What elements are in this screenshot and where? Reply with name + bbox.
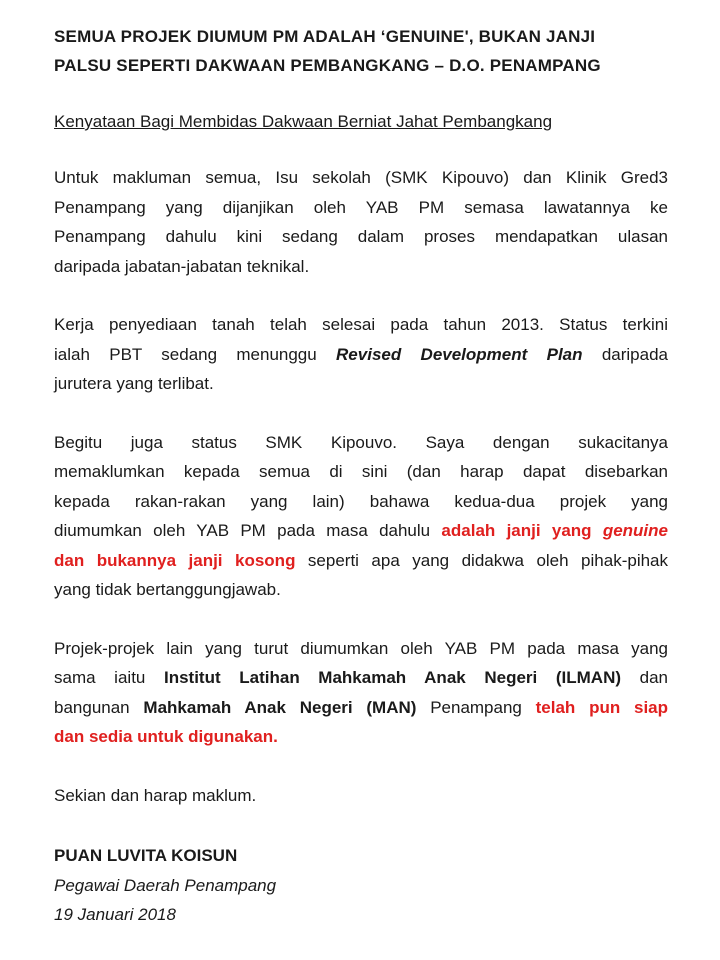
headline — [54, 22, 668, 80]
signatory-role: Pegawai Daerah Penampang — [54, 875, 277, 895]
highlight-telah-siap: telah pun siap — [535, 697, 669, 717]
paragraph-2-line-2 — [54, 340, 668, 370]
paragraph-3-line-5 — [54, 546, 668, 576]
man-name: Mahkamah Anak Negeri (MAN) — [143, 697, 417, 717]
paragraph-4-line-1: Projek-projek lain yang turut diumumkan oleh YAB PM pada masa yang — [54, 638, 668, 658]
paragraph-4-line-2 — [54, 663, 668, 693]
paragraph-3-line-2: memaklumkan kepada semua di sini (dan harap dapat disebarkan — [54, 462, 668, 481]
revised-development-plan: Revised Development Plan — [336, 344, 583, 364]
highlight-sedia-digunakan: dan sedia untuk digunakan. — [54, 727, 278, 746]
paragraph-4-text-e: Penampang — [416, 697, 536, 717]
paragraph-3 — [54, 428, 668, 605]
paragraph-2-line-1: Kerja penyediaan tanah telah selesai pada tahun 2013. Status terkini — [54, 315, 668, 334]
paragraph-2-text-c: daripada — [582, 344, 668, 364]
paragraph-3-text-a: diumumkan oleh YAB PM pada masa dahulu — [54, 521, 442, 540]
paragraph-2-line-3: jurutera yang terlibat. — [54, 374, 214, 393]
highlight-bukan-janji-kosong: dan bukannya janji kosong — [54, 550, 296, 570]
paragraph-3-line-1: Begitu juga status SMK Kipouvo. Saya dengan sukacitanya — [54, 432, 668, 452]
paragraph-3-text-b: seperti apa yang didakwa oleh pihak-pihak — [295, 550, 668, 570]
paragraph-1-line-3: Penampang dahulu kini sedang dalam proses mendapatkan ulasan — [54, 227, 668, 246]
highlight-janji-genuine: adalah janji yang — [441, 521, 603, 540]
document-date: 19 Januari 2018 — [54, 905, 176, 924]
paragraph-2 — [54, 310, 668, 399]
paragraph-4-text-c: dan — [621, 668, 668, 687]
paragraph-4-text-d: bangunan — [54, 697, 144, 717]
signatory-name: PUAN LUVITA KOISUN — [54, 846, 238, 865]
paragraph-4 — [54, 634, 668, 752]
signature-block — [54, 841, 668, 930]
ilman-name: Institut Latihan Mahkamah Anak Negeri (ILMAN) — [163, 668, 622, 687]
paragraph-3-line-6: yang tidak bertanggungjawab. — [54, 580, 281, 599]
highlight-genuine: genuine — [602, 521, 668, 540]
paragraph-3-line-3: kepada rakan-rakan yang lain) bahawa kedua-dua projek yang — [54, 491, 668, 511]
paragraph-3-line-4 — [54, 516, 668, 546]
closing-line: Sekian dan harap maklum. — [54, 785, 257, 805]
paragraph-1-line-1: Untuk makluman semua, Isu sekolah (SMK Kipouvo) dan Klinik Gred3 — [54, 168, 668, 187]
paragraph-1-line-4: daripada jabatan-jabatan teknikal. — [54, 256, 310, 276]
paragraph-2-text-a: ialah PBT sedang menunggu — [54, 344, 337, 364]
subtitle: Kenyataan Bagi Membidas Dakwaan Berniat Jahat Pembangkang — [54, 112, 553, 131]
paragraph-4-line-3 — [54, 693, 668, 723]
paragraph-4-text-a: sama iaitu — [54, 668, 164, 687]
paragraph-1 — [54, 163, 668, 281]
headline-line-1: SEMUA PROJEK DIUMUM PM ADALAH ‘GENUINE', BUKAN JANJI — [54, 27, 596, 46]
paragraph-1-line-2: Penampang yang dijanjikan oleh YAB PM semasa lawatannya ke — [54, 197, 668, 217]
headline-line-2: PALSU SEPERTI DAKWAAN PEMBANGKANG – D.O. PENAMPANG — [54, 56, 601, 75]
